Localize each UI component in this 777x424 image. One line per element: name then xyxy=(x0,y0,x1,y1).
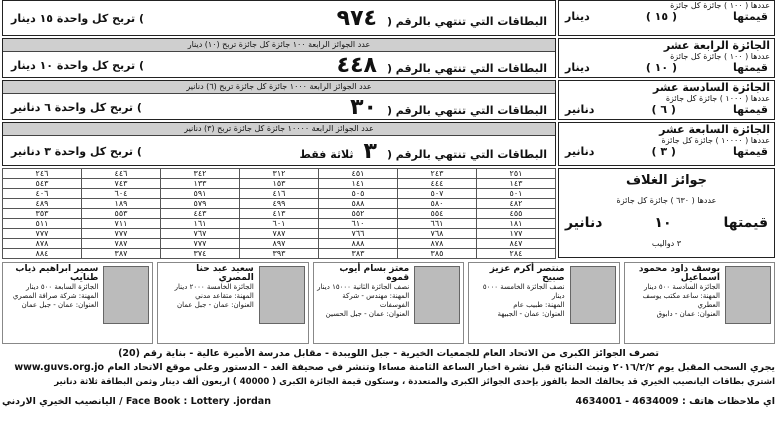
winner-name: يوسف داود محمود اسماعيل xyxy=(638,264,720,283)
table-cell: ٧٦٧ xyxy=(161,229,240,239)
winner-photo xyxy=(570,266,616,324)
prize-17-info: الجائزة السابعة عشر عددها ( ١٠٠٠٠ ) جائزة كل جائزة قيمتها ( ٣ ) دنانير xyxy=(558,122,775,166)
winning-number: ٣٠ xyxy=(350,95,377,120)
cover-numbers-table xyxy=(2,168,556,259)
table-cell: ٣٩٣ xyxy=(240,249,319,259)
table-row xyxy=(3,179,556,189)
table-cell: ٢٨٤ xyxy=(477,249,556,259)
winner-detail: العنوان: عمان - جبل الحسين xyxy=(325,310,410,318)
winner-detail: الجائزة الخامسة ٢٠٠٠ دينار xyxy=(174,283,254,291)
table-cell: ٥٥٣ xyxy=(82,209,161,219)
table-cell: ١٨٩ xyxy=(82,199,161,209)
results-column xyxy=(2,0,556,258)
table-cell: ٨٧٨ xyxy=(398,239,477,249)
table-cell: ٢٤٦ xyxy=(3,169,82,179)
winner-detail: العنوان: عمان - دابوق xyxy=(656,310,720,318)
prize-14-info: الجائزة الرابعة عشر عددها ( ١٠٠ ) جائزة كل جائزة قيمتها ( ١٠ ) دينار xyxy=(558,38,775,78)
table-cell: ٥٤٣ xyxy=(3,179,82,189)
table-row xyxy=(3,199,556,209)
table-cell: ٤٨٢ xyxy=(477,199,556,209)
table-cell: ٧٦٨ xyxy=(398,229,477,239)
table-cell: ١٥٣ xyxy=(240,179,319,189)
winner-detail: العنوان: عمان - جبل عمان xyxy=(176,301,254,309)
table-cell: ١٤١ xyxy=(319,179,398,189)
table-cell: ٣٨٥ xyxy=(398,249,477,259)
table-cell: ٧٧٧ xyxy=(3,229,82,239)
winner-detail: العنوان: عمان - الجبيهة xyxy=(497,310,565,318)
winners-row xyxy=(2,262,775,344)
winner-detail: المهنة: مهندس - شركة الفوسفات xyxy=(342,292,410,309)
prize-15-info: عددها ( ١٠٠ ) جائزة كل جائزة قيمتها ( ١٥ ) دينار xyxy=(558,0,775,36)
winner-detail: العنوان: عمان - جبل عمان xyxy=(21,301,99,309)
table-cell: ٧٧٧ xyxy=(161,239,240,249)
winner-detail: المهنة: طبيب عام xyxy=(513,301,565,309)
prize-block-10: عدد الجوائز الرابعة ١٠٠ جائزة كل جائزة تربح (١٠) دينار البطاقات التي تنتهي بالرقم (٤٤٨ ) تربح كل واحدة ١٠ دينار xyxy=(2,38,556,78)
prize-block-3: عدد الجوائز الرابعة ١٠٠٠٠ جائزة كل جائزة تربح (٣) دنانير البطاقات التي تنتهي بالرقم (٣ثلاثة فقط ) تربح كل واحدة ٣ دنانير xyxy=(2,122,556,166)
table-cell: ٤٤٦ xyxy=(82,169,161,179)
table-cell: ٥١١ xyxy=(3,219,82,229)
table-cell: ٦٦١ xyxy=(398,219,477,229)
table-cell: ٧٨٧ xyxy=(240,229,319,239)
table-cell: ٤١٦ xyxy=(240,189,319,199)
table-cell: ٥٠٥ xyxy=(319,189,398,199)
table-row xyxy=(3,249,556,259)
winner-photo xyxy=(259,266,305,324)
table-cell: ٤٤٣ xyxy=(161,209,240,219)
winner-name: منتصر أكرم عزيز صبيح xyxy=(489,264,565,283)
table-row xyxy=(3,219,556,229)
table-cell: ٥٠١ xyxy=(477,189,556,199)
table-cell: ٦٠١ xyxy=(240,219,319,229)
winner-detail: المهنة: متقاعد مدني xyxy=(195,292,254,300)
table-cell: ٥٥٤ xyxy=(398,209,477,219)
winner-name: سمير ابراهيم ذياب طنايب xyxy=(15,264,99,283)
table-cell: ١٦١ xyxy=(161,219,240,229)
table-cell: ٨٩٧ xyxy=(240,239,319,249)
table-cell: ٧٦٦ xyxy=(319,229,398,239)
cover-prizes-info: جوائز الغلاف عددها ( ٦٣٠ ) جائزة كل جائزة قيمتها ١٠ دنانير ٣ دواليب xyxy=(558,168,775,258)
table-cell: ٤٤٤ xyxy=(398,179,477,189)
table-cell: ٣١٢ xyxy=(240,169,319,179)
winner-photo xyxy=(414,266,460,324)
winner-card xyxy=(313,262,464,344)
table-cell: ٧٤٣ xyxy=(82,179,161,189)
table-row xyxy=(3,229,556,239)
winning-number: ٤٤٨ xyxy=(336,53,377,78)
table-cell: ٣٥٣ xyxy=(3,209,82,219)
prizes-column xyxy=(558,0,775,258)
table-cell: ٣٨٧ xyxy=(82,249,161,259)
winner-detail: الجائزة السابعة ٥٠٠ دينار xyxy=(25,283,99,291)
table-cell: ٤٥١ xyxy=(319,169,398,179)
table-cell: ٤٩٩ xyxy=(240,199,319,209)
table-cell: ٣٨٣ xyxy=(319,249,398,259)
table-cell: ٥٨٠ xyxy=(398,199,477,209)
table-cell: ٤٥٥ xyxy=(477,209,556,219)
winning-number: ٣ xyxy=(363,139,377,164)
table-cell: ٦٠٤ xyxy=(82,189,161,199)
table-cell: ٨٧٨ xyxy=(3,239,82,249)
prize-block-15: البطاقات التي تنتهي بالرقم (٩٧٤ ) تربح كل واحدة ١٥ دينار xyxy=(2,0,556,36)
table-cell: ٨٨٨ xyxy=(319,239,398,249)
table-cell: ٦١٠ xyxy=(319,219,398,229)
table-cell: ٥٨٨ xyxy=(319,199,398,209)
prize-block-6: عدد الجوائز الرابعة ١٠٠٠ جائزة كل جائزة تربح (٦) دنانير البطاقات التي تنتهي بالرقم (٣٠ ) تربح كل واحدة ٦ دنانير xyxy=(2,80,556,120)
winner-detail: نصف الجائزة الثانية ١٥٠٠٠ دينار xyxy=(317,283,410,291)
table-cell: ٣٤٢ xyxy=(161,169,240,179)
table-row xyxy=(3,169,556,179)
table-cell: ١٣٣ xyxy=(161,179,240,189)
table-cell: ٢٥١ xyxy=(477,169,556,179)
table-cell: ٧٨٧ xyxy=(82,239,161,249)
table-row xyxy=(3,209,556,219)
footer-line-2: يجري السحب المقبل يوم ٢٠١٦/٢/٢ وتبث النتائج قبل نشرة اخبار الساعة الثامنة مساءا وتنشر في صحيفة الغد - الدستور وعلى موقع الاتحاد العام www.guvs.org.jo xyxy=(14,362,775,373)
footer-line-1: تصرف الجوائز الكبرى من الاتحاد العام للجمعيات الخيرية - جبل اللويبدة - مقابل مدرسة الأميرة عالية - بناية رقم (20) xyxy=(118,348,659,359)
table-cell: ٤٨٩ xyxy=(3,199,82,209)
table-cell: ٨٤٧ xyxy=(477,239,556,249)
winner-detail: المهنة: ساعد مكتب يوسف العطري xyxy=(642,292,720,309)
table-cell: ٤١٣ xyxy=(240,209,319,219)
table-cell: ٤٠٦ xyxy=(3,189,82,199)
prize-16-info: الجائزة السادسة عشر عددها ( ١٠٠٠ ) جائزة كل جائزة قيمتها ( ٦ ) دنانير xyxy=(558,80,775,120)
table-row xyxy=(3,239,556,249)
winner-detail: نصف الجائزة الخامسة ٥٠٠٠ دينار xyxy=(482,283,565,300)
footer-contact: اي ملاحظات هاتف : 4634009 - 4634001 Face Book : Lottery .jordan / اليانصيب الخيري الاردني xyxy=(2,396,775,407)
table-cell: ٧١١ xyxy=(82,219,161,229)
winner-name: سعيد عبد حنا المصري xyxy=(196,264,254,283)
winner-photo xyxy=(725,266,771,324)
table-cell: ٥٩١ xyxy=(161,189,240,199)
table-cell: ١٨١ xyxy=(477,219,556,229)
table-cell: ١٤٣ xyxy=(477,179,556,189)
winner-detail: الجائزة السادسة ٥٠٠ دينار xyxy=(643,283,720,291)
winner-name: معتز بسام أيوب قموه xyxy=(339,264,410,283)
winner-photo xyxy=(103,266,149,324)
winner-card xyxy=(624,262,775,344)
winner-card xyxy=(468,262,619,344)
winner-detail: المهنة: شركة صرافة المصري xyxy=(12,292,99,300)
winner-card xyxy=(2,262,153,344)
table-cell: ٢٤٣ xyxy=(398,169,477,179)
winning-number: ٩٧٤ xyxy=(336,5,377,31)
table-row xyxy=(3,189,556,199)
table-cell: ٨٨٤ xyxy=(3,249,82,259)
table-cell: ٥٧٩ xyxy=(161,199,240,209)
table-cell: ٥٥٢ xyxy=(319,209,398,219)
table-cell: ٣٧٤ xyxy=(161,249,240,259)
winner-card xyxy=(157,262,308,344)
table-cell: ٥٠٧ xyxy=(398,189,477,199)
table-cell: ٧٧٧ xyxy=(82,229,161,239)
table-cell: ١٧٧ xyxy=(477,229,556,239)
footer-line-3: اشتري بطاقات اليانصيب الخيري قد يحالفك الحظ بالفوز بإحدى الجوائز الكبرى والمتعددة ، وستكون قيمة الجائزة الكبرى ( 40000 ) اربعون ألف دينار وثمن البطاقة ثلاثة دنانير xyxy=(54,377,775,387)
